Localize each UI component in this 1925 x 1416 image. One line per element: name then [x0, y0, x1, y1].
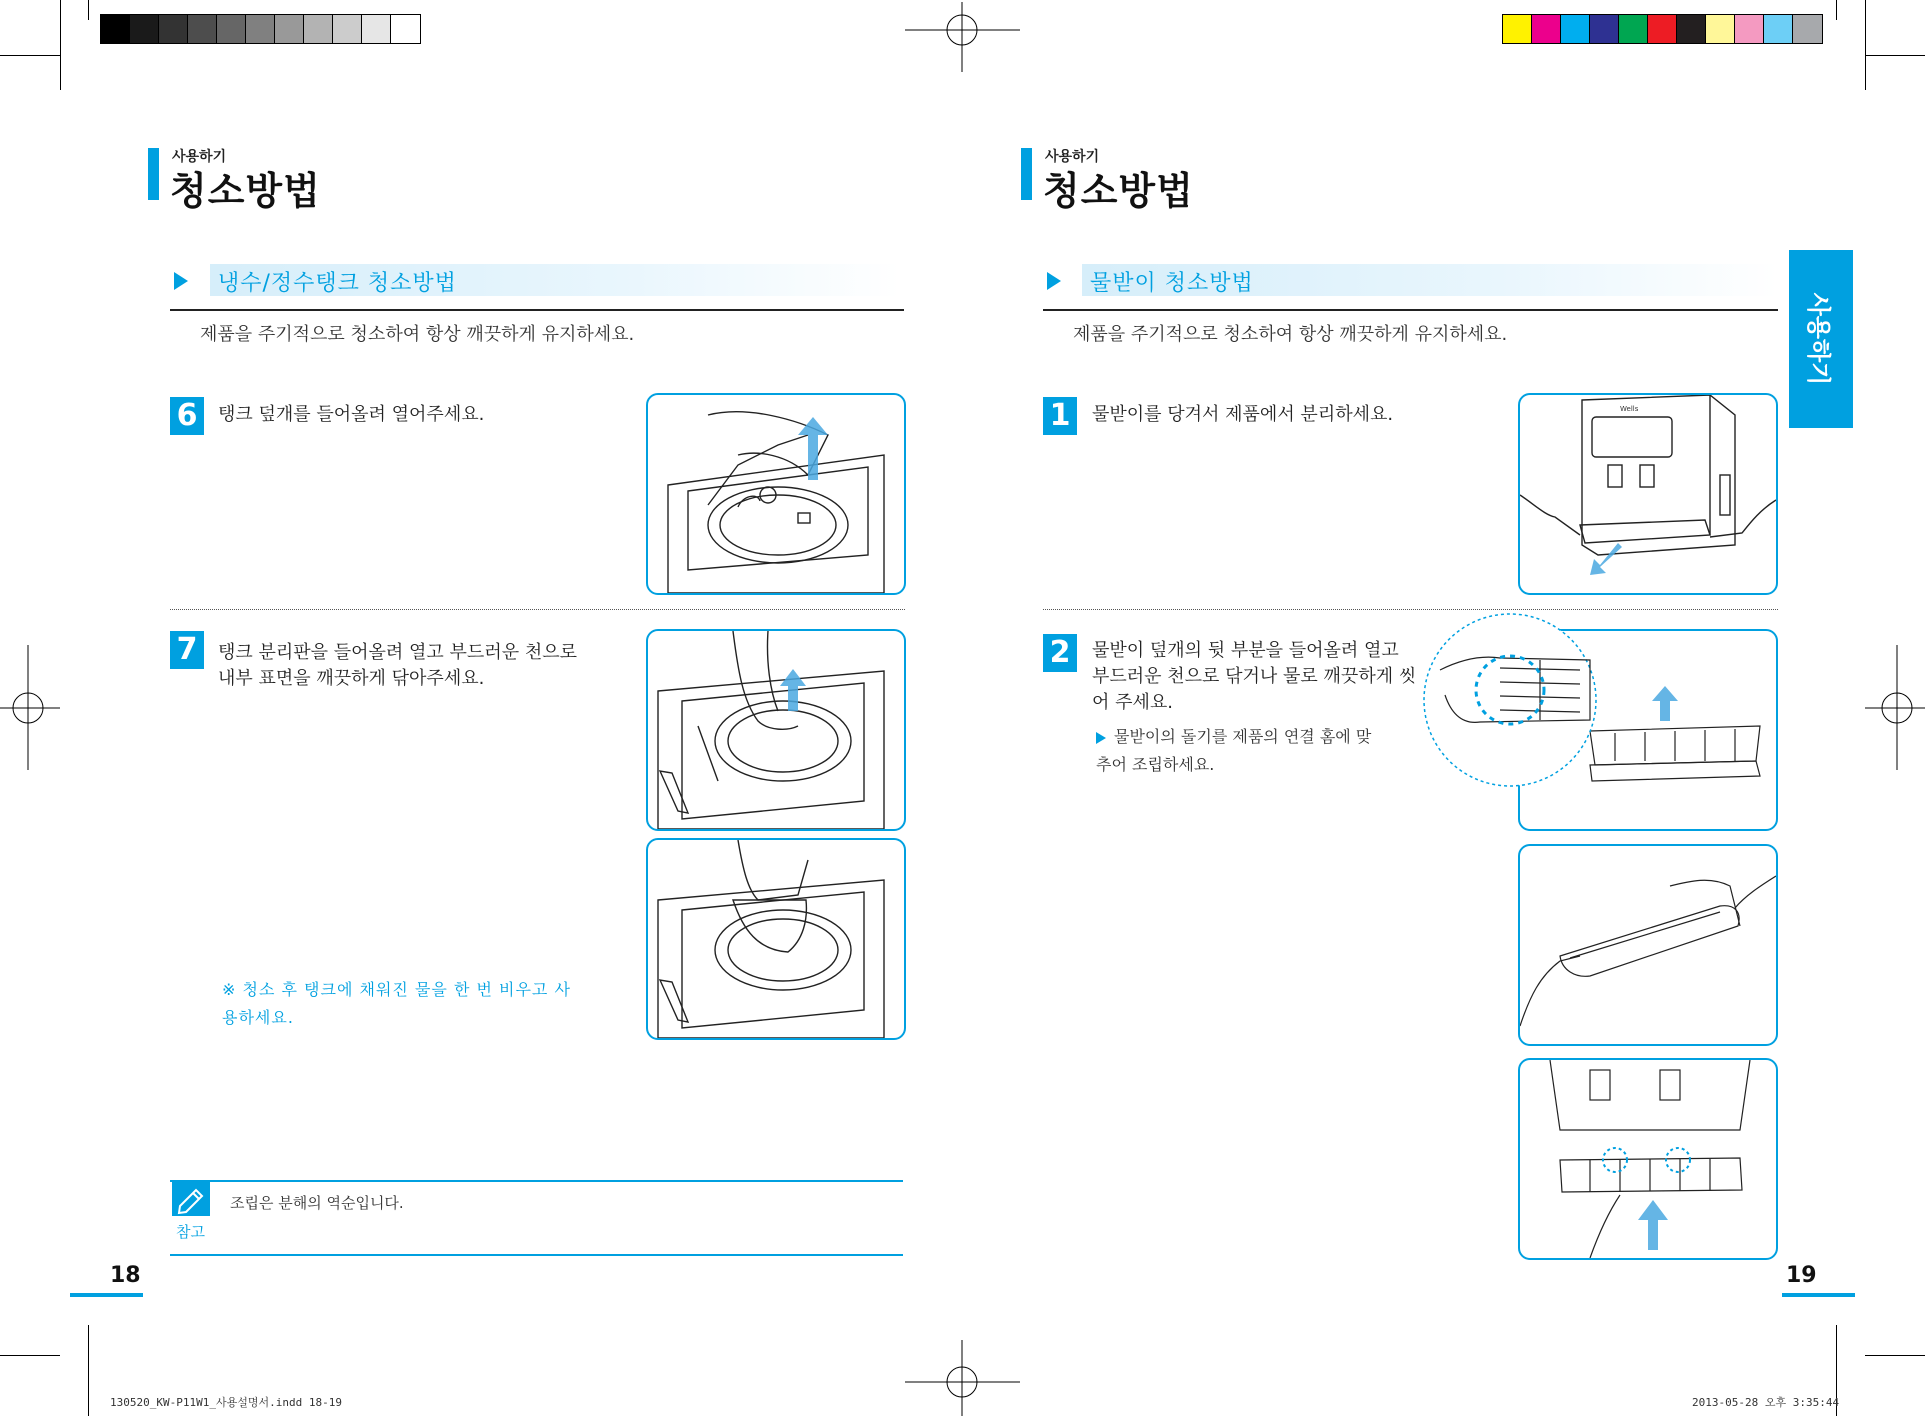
section-arrow-icon: [174, 272, 188, 290]
title-accent-bar: [148, 148, 159, 200]
reference-bottom-rule: [170, 1254, 903, 1256]
step-divider: [170, 609, 905, 610]
side-tab-label: 사용하기: [1804, 292, 1833, 386]
registration-mark-icon: [0, 645, 60, 770]
color-swatch: [246, 15, 275, 43]
step-divider: [1043, 609, 1778, 610]
color-swatch: [188, 15, 217, 43]
intro-text: 제품을 주기적으로 청소하여 항상 깨끗하게 유지하세요.: [1073, 324, 1508, 345]
color-swatch: [1764, 15, 1793, 43]
gray-color-bar: [100, 14, 421, 44]
detail-magnifier-circle: [1420, 610, 1600, 790]
color-swatch: [304, 15, 333, 43]
drip-tray-wipe-illustration: [1518, 844, 1778, 1046]
breadcrumb: 사용하기: [172, 149, 227, 165]
color-swatch: [1532, 15, 1561, 43]
tank-wipe-illustration-2: [646, 838, 906, 1040]
section-title: 냉수/정수탱크 청소방법: [218, 271, 457, 296]
color-swatch: [362, 15, 391, 43]
reference-label: 참고: [176, 1223, 205, 1241]
registration-mark-icon: [905, 1340, 1020, 1416]
step-text: 물받이를 당겨서 제품에서 분리하세요.: [1092, 404, 1394, 425]
title-accent-bar: [1021, 148, 1032, 200]
bullet-arrow-icon: [1096, 732, 1106, 744]
step-number: 7: [170, 631, 204, 669]
sub-note-text: 물받이의 돌기를 제품의 연결 홈에 맞추어 조립하세요.: [1096, 727, 1372, 774]
step-text: 탱크 덮개를 들어올려 열어주세요.: [218, 404, 485, 425]
process-color-bar: [1502, 14, 1823, 44]
color-swatch: [1677, 15, 1706, 43]
color-swatch: [1648, 15, 1677, 43]
section-rule: [1043, 309, 1778, 311]
color-swatch: [1561, 15, 1590, 43]
color-swatch: [1735, 15, 1764, 43]
intro-text: 제품을 주기적으로 청소하여 항상 깨끗하게 유지하세요.: [200, 324, 635, 345]
dashed-circle-icon: [1666, 1148, 1690, 1172]
tank-cover-illustration: [646, 393, 906, 595]
color-swatch: [1503, 15, 1532, 43]
step-number: 1: [1043, 397, 1077, 435]
page-number: 19: [1786, 1263, 1817, 1288]
arrow-up-icon: [780, 669, 806, 711]
color-swatch: [159, 15, 188, 43]
step-text: 물받이 덮개의 뒷 부분을 들어올려 열고 부드러운 천으로 닦거나 물로 깨끗하게 씻어 주세요.: [1092, 640, 1417, 713]
step-number: 2: [1043, 634, 1077, 672]
page-title: 청소방법: [1043, 169, 1194, 213]
color-swatch: [130, 15, 159, 43]
color-swatch: [275, 15, 304, 43]
footer-timestamp: 2013-05-28 오후 3:35:44: [1692, 1396, 1840, 1409]
sub-note: [1096, 723, 1386, 779]
arrow-down-left-icon: [1590, 543, 1622, 575]
drip-tray-assemble-illustration: [1518, 1058, 1778, 1260]
registration-mark-icon: [905, 2, 1020, 72]
tank-wipe-illustration-1: [646, 629, 906, 831]
side-tab: [1789, 250, 1853, 428]
color-swatch: [1619, 15, 1648, 43]
section-rule: [170, 309, 904, 311]
step-number: 6: [170, 397, 204, 435]
color-swatch: [217, 15, 246, 43]
section-arrow-icon: [1047, 272, 1061, 290]
section-title: 물받이 청소방법: [1090, 271, 1254, 296]
arrow-up-icon: [1638, 1200, 1668, 1250]
color-swatch: [1793, 15, 1822, 43]
arrow-up-icon: [1652, 686, 1678, 721]
color-swatch: [391, 15, 420, 43]
color-swatch: [1590, 15, 1619, 43]
color-swatch: [101, 15, 130, 43]
cleaning-note: ※ 청소 후 탱크에 채워진 물을 한 번 비우고 사용하세요.: [222, 980, 571, 1027]
registration-mark-icon: [1865, 645, 1925, 770]
page-title: 청소방법: [170, 169, 321, 213]
footer-filename: 130520_KW-P11W1_사용설명서.indd 18-19: [110, 1396, 342, 1409]
color-swatch: [333, 15, 362, 43]
drip-tray-remove-illustration: [1518, 393, 1778, 595]
color-swatch: [1706, 15, 1735, 43]
reference-top-rule: [170, 1180, 903, 1182]
page-number: 18: [110, 1263, 141, 1288]
step-text: 탱크 분리판을 들어올려 열고 부드러운 천으로 내부 표면을 깨끗하게 닦아주세요.: [218, 642, 577, 689]
product-brand: Wells: [1620, 405, 1639, 413]
breadcrumb: 사용하기: [1045, 149, 1100, 165]
reference-text: 조립은 분해의 역순입니다.: [230, 1194, 404, 1212]
page-number-bar: [1782, 1293, 1855, 1297]
page-number-bar: [70, 1293, 143, 1297]
pencil-note-icon: [172, 1182, 210, 1216]
